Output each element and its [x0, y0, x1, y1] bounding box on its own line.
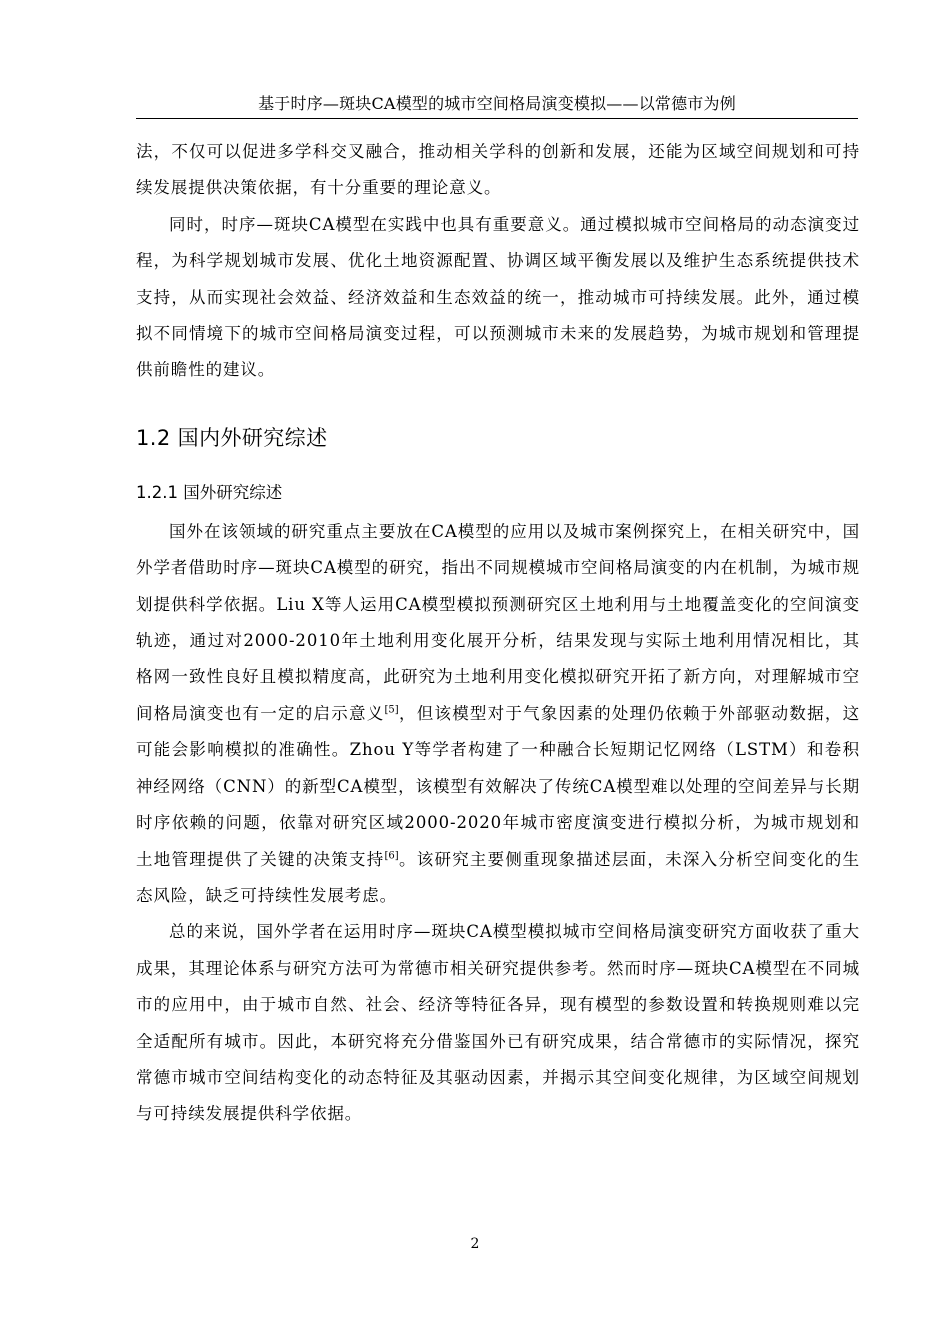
paragraph-foreign-review: [136, 514, 860, 914]
paragraph-text-part-1: 国外在该领域的研究重点主要放在CA模型的应用以及城市案例探究上，在相关研究中，国外学者借助时序—斑块CA模型的研究，指出不同规模城市空间格局演变的内在机制，为城市规划提供科学依据。Liu X等人运用CA模型模拟预测研究区土地利用与土地覆盖变化的空间演变轨迹，通过对2000-2010年土地利用变化展开分析，结果发现与实际土地利用情况相比，其格网一致性良好且模拟精度高，此研究为土地利用变化模拟研究开拓了新方向，对理解城市空间格局演变也有一定的启示意义: [136, 521, 860, 723]
paragraph-text-part-2: ，但该模型对于气象因素的处理仍依赖于外部驱动数据，这可能会影响模拟的准确性。Zhou Y等学者构建了一种融合长短期记忆网络（LSTM）和卷积神经网络（CNN）的新型CA模型，该模型有效解决了传统CA模型难以处理的空间差异与长期时序依赖的问题，依靠对研究区域2000-2020年城市密度演变进行模拟分析，为城市规划和土地管理提供了关键的决策支持: [136, 703, 860, 869]
page-body: [136, 134, 860, 1133]
page-number: 2: [470, 1236, 480, 1252]
paragraph-practical-significance: 同时，时序—斑块CA模型在实践中也具有重要意义。通过模拟城市空间格局的动态演变过程，为科学规划城市发展、优化土地资源配置、协调区域平衡发展以及维护生态系统提供技术支持，从而实现社会效益、经济效益和生态效益的统一，推动城市可持续发展。此外，通过模拟不同情境下的城市空间格局演变过程，可以预测城市未来的发展趋势，为城市规划和管理提供前瞻性的建议。: [136, 214, 860, 380]
section-heading: 1.2 国内外研究综述: [136, 425, 328, 450]
running-header: 基于时序—斑块CA模型的城市空间格局演变模拟——以常德市为例: [258, 94, 736, 113]
subsection-heading: 1.2.1 国外研究综述: [136, 482, 283, 502]
paragraph-text-part-3: 。该研究主要侧重现象描述层面，未深入分析空间变化的生态风险，缺乏可持续性发展考虑。: [136, 849, 860, 905]
paragraph-continued: 法，不仅可以促进多学科交叉融合，推动相关学科的创新和发展，还能为区域空间规划和可持续发展提供决策依据，有十分重要的理论意义。: [136, 142, 860, 198]
citation-5: [5]: [384, 704, 399, 716]
header-rule: [136, 118, 858, 119]
paragraph-summary: 总的来说，国外学者在运用时序—斑块CA模型模拟城市空间格局演变研究方面收获了重大成果，其理论体系与研究方法可为常德市相关研究提供参考。然而时序—斑块CA模型在不同城市的应用中，由于城市自然、社会、经济等特征各异，现有模型的参数设置和转换规则难以完全适配所有城市。因此，本研究将充分借鉴国外已有研究成果，结合常德市的实际情况，探究常德市城市空间结构变化的动态特征及其驱动因素，并揭示其空间变化规律，为区域空间规划与可持续发展提供科学依据。: [136, 922, 860, 1124]
citation-6: [6]: [384, 850, 399, 861]
